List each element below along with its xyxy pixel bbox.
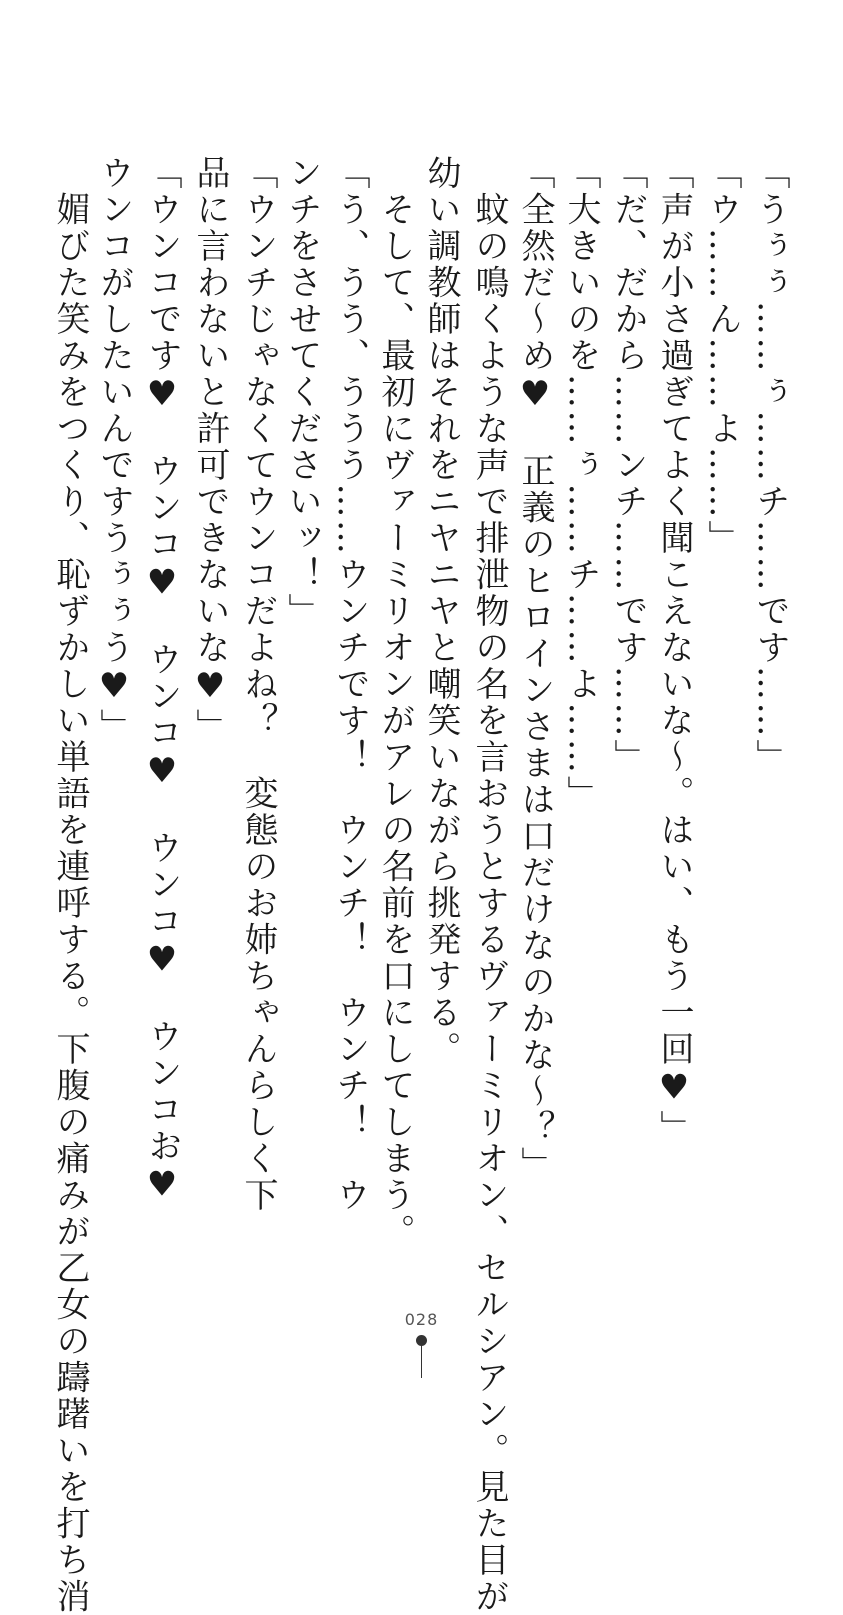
text-line: 「ウ……ん……よ……」 <box>702 155 742 557</box>
page-number: 028 <box>404 1310 439 1329</box>
text-line: 「全然だ〜め♥ 正義のヒロインさまは口だけなのかな〜？」 <box>515 155 555 1183</box>
text-line: 「うぅぅ……ぅ……チ……です……」 <box>750 155 790 776</box>
text-line: 「ウンコです♥ ウンコ♥ ウンコ♥ ウンコ♥ ウンコお♥ ウンコがしたいんですうぅぅう♥」 <box>94 155 182 1244</box>
text-line: 蚊の鳴くような声で排泄物の名を言おうとするヴァーミリオン、セルシアン。見た目が <box>469 155 509 1615</box>
text-line: 「う、うう、ううう……ウンチです！ ウンチ！ ウンチ！ ウンチをさせてくださいッ！」 <box>282 155 370 1214</box>
text-line: そして、最初にヴァーミリオンがアレの名前を口にしてしまう。 <box>375 155 415 1250</box>
text-line: 「だ、だから……ンチ……です……」 <box>608 155 648 776</box>
text-line: 「ウンチじゃなくてウンコだよね？ 変態のお姉ちゃんらしく下品に言わないと許可できないな♥」 <box>190 155 278 1214</box>
text-line: 「大きいのを……ぅ……チ……よ……」 <box>561 155 601 812</box>
text-line: 媚びた笑みをつくり、恥ずかしい単語を連呼する。下腹の痛みが乙女の躊躇いを打ち消 <box>50 155 90 1615</box>
page-marker-line <box>421 1345 422 1378</box>
text-line: 幼い調教師はそれをニヤニヤと嘲笑いながら挑発する。 <box>421 155 461 1068</box>
text-line: 「声が小さ過ぎてよく聞こえないな〜。はい、もう一回♥」 <box>654 155 694 1147</box>
